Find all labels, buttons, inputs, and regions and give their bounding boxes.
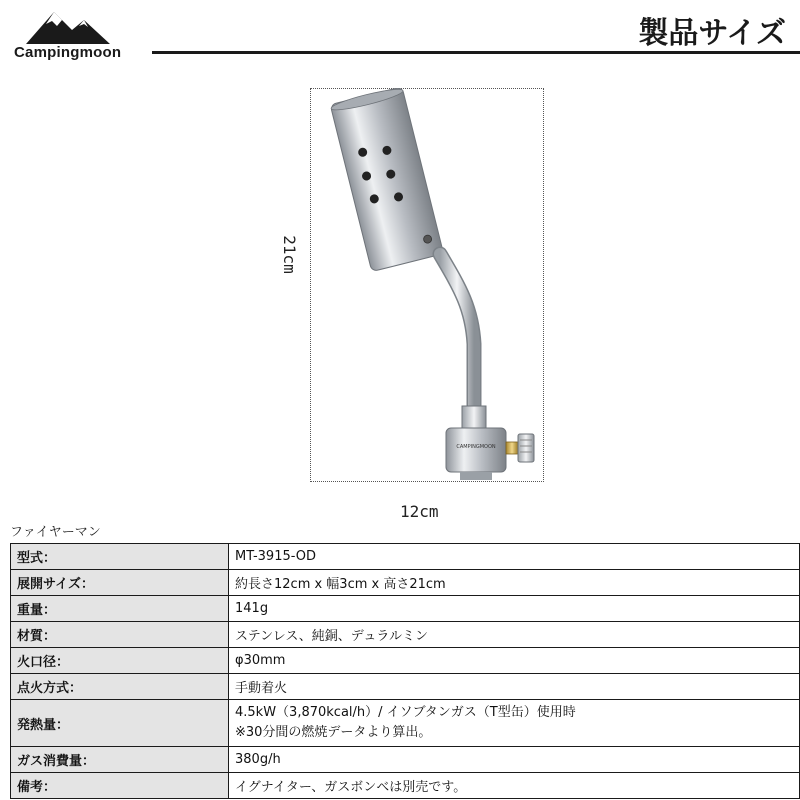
spec-table (10, 543, 800, 799)
spec-value: 141g (229, 596, 800, 622)
torch-illustration (310, 88, 544, 482)
spec-row-nozzle (11, 648, 800, 674)
product-figure (260, 80, 560, 520)
spec-value: 約長さ12cm x 幅3cm x 高さ21cm (229, 570, 800, 596)
spec-row-notes (11, 773, 800, 799)
spec-value: MT-3915-OD (229, 544, 800, 570)
spec-row-material (11, 622, 800, 648)
torch-engraving: CAMPINGMOON (456, 444, 496, 450)
spec-value: ステンレス、純銅、デュラルミン (229, 622, 800, 648)
spec-value: φ30mm (229, 648, 800, 674)
spec-label: 展開サイズ： (11, 570, 229, 596)
spec-row-size (11, 570, 800, 596)
spec-value (229, 700, 800, 747)
spec-value-line-1: 4.5kW（3,870kcal/h）/ イソブタンガス（T型缶）使用時 (235, 705, 576, 720)
spec-label: 発熱量： (11, 700, 229, 747)
spec-row-model (11, 544, 800, 570)
spec-value: 380g/h (229, 747, 800, 773)
header (0, 0, 800, 70)
spec-label: 火口径： (11, 648, 229, 674)
spec-row-heat-output (11, 700, 800, 747)
spec-label: 型式： (11, 544, 229, 570)
spec-label: 備考： (11, 773, 229, 799)
spec-label: 材質： (11, 622, 229, 648)
height-dimension-label: 21cm (279, 235, 299, 274)
spec-label: 点火方式： (11, 674, 229, 700)
spec-label: 重量： (11, 596, 229, 622)
spec-value: イグナイター、ガスボンベは別売です。 (229, 773, 800, 799)
spec-row-weight (11, 596, 800, 622)
spec-row-ignition (11, 674, 800, 700)
width-dimension-label: 12cm (400, 502, 439, 521)
brand-name: Campingmoon (14, 44, 122, 61)
spec-value: 手動着火 (229, 674, 800, 700)
page-title: 製品サイズ (638, 16, 786, 51)
spec-row-gas-consumption (11, 747, 800, 773)
spec-value-line-2: ※30分間の燃焼データより算出。 (235, 725, 432, 740)
spec-label: ガス消費量： (11, 747, 229, 773)
product-name: ファイヤーマン (10, 525, 101, 540)
